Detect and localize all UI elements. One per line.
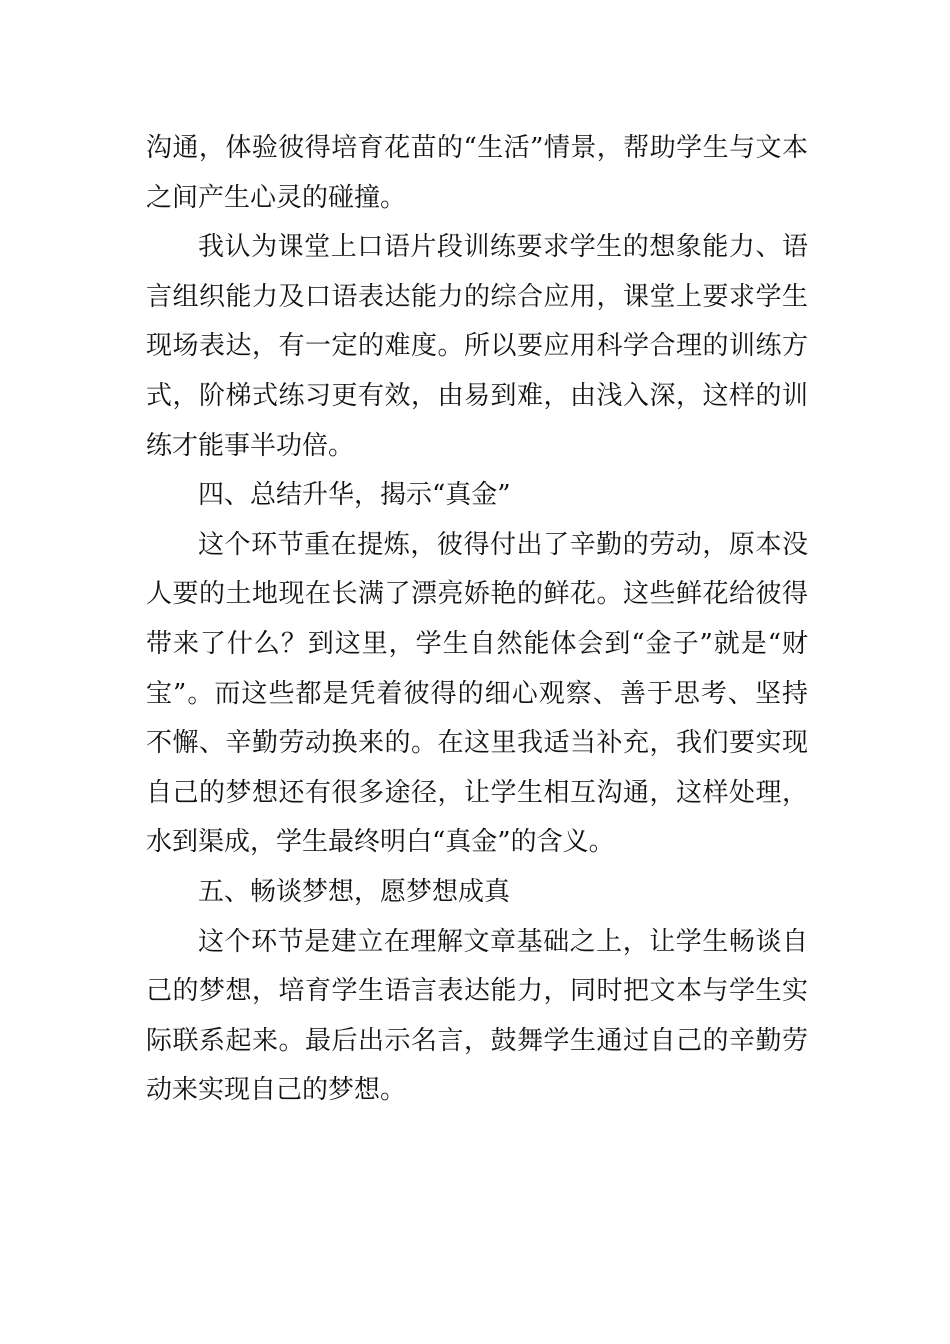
section-heading-4: 四、总结升华，揭示“真金”: [198, 480, 511, 511]
paragraph-training: 我认为课堂上口语片段训练要求学生的想象能力、语言组织能力及口语表达能力的综合应用，课堂上要求学生现场表达，有一定的难度。所以要应用科学合理的训练方式，阶梯式练习更有效，由易到难，由浅入深，这样的训练才能事半功倍。: [146, 232, 808, 461]
paragraph-dreams: 这个环节是建立在理解文章基础之上，让学生畅谈自己的梦想，培育学生语言表达能力，同时把文本与学生实际联系起来。最后出示名言，鼓舞学生通过自己的辛勤劳动来实现自己的梦想。: [146, 926, 808, 1106]
paragraph-continuation: 沟通，体验彼得培育花苗的“生活”情景，帮助学生与文本之间产生心灵的碰撞。: [146, 133, 808, 213]
section-heading-5: 五、畅谈梦想，愿梦想成真: [198, 876, 511, 907]
document-body: [146, 124, 808, 1116]
paragraph-summary: 这个环节重在提炼，彼得付出了辛勤的劳动，原本没人要的土地现在长满了漂亮娇艳的鲜花。这些鲜花给彼得带来了什么？到这里，学生自然能体会到“金子”就是“财宝”。而这些都是凭着彼得的细心观察、善于思考、坚持不懈、辛勤劳动换来的。在这里我适当补充，我们要实现自己的梦想还有很多途径，让学生相互沟通，这样处理，水到渠成，学生最终明白“真金”的含义。: [146, 529, 808, 858]
